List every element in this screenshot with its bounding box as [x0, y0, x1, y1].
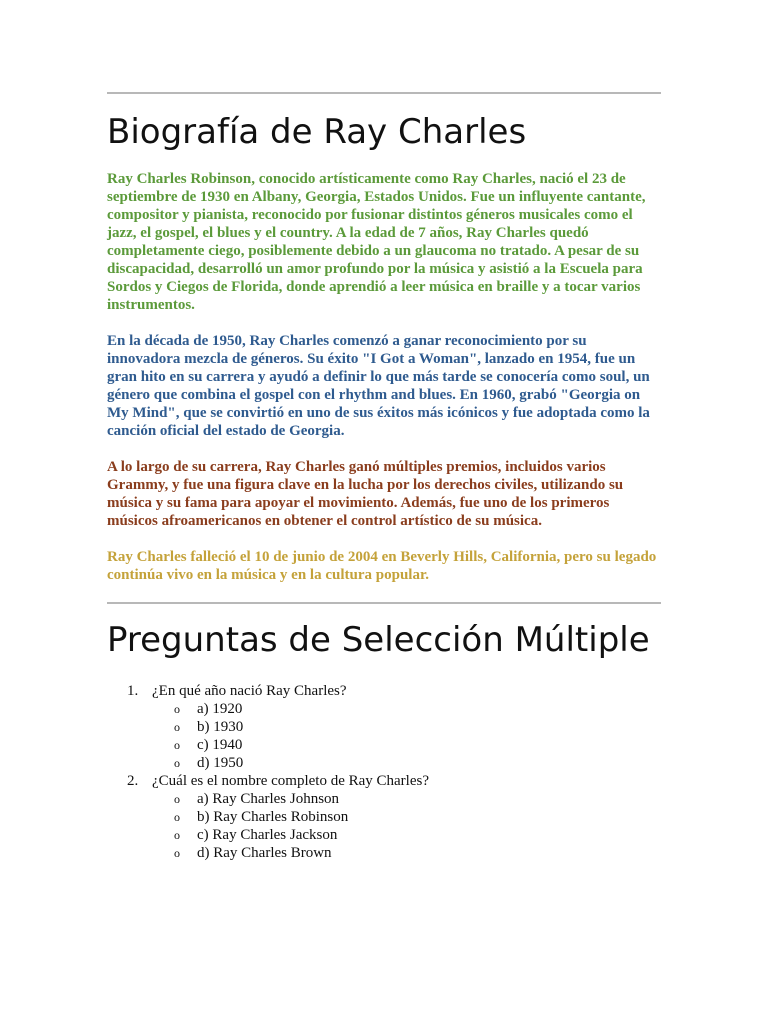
- option-list: [152, 790, 661, 862]
- question-item-2: [107, 772, 661, 862]
- biography-paragraph-4: Ray Charles falleció el 10 de junio de 2004 en Beverly Hills, California, pero su legado continúa vivo en la música y en la cultura popular.: [107, 549, 657, 583]
- option-label: b) Ray Charles Robinson: [197, 809, 349, 825]
- option-label: a) 1920: [197, 701, 243, 717]
- question-item-1: [107, 682, 661, 772]
- biography-paragraph-3: A lo largo de su carrera, Ray Charles ganó múltiples premios, incluidos varios Grammy, y fue una figura clave en la lucha por los derechos civiles, utilizando su música y su fama para apoyar el movimiento. Además, fue uno de los primeros músicos afroamericanos en obtener el control artístico de su música.: [107, 459, 624, 529]
- circle-bullet-icon: o: [174, 702, 180, 716]
- quiz-title: Preguntas de Selección Múltiple: [107, 620, 650, 660]
- option-label: b) 1930: [197, 719, 244, 735]
- circle-bullet-icon: o: [174, 738, 180, 752]
- option-label: a) Ray Charles Johnson: [197, 791, 340, 807]
- option-item: [152, 736, 661, 754]
- circle-bullet-icon: o: [174, 792, 180, 806]
- option-label: c) 1940: [197, 737, 243, 753]
- option-label: c) Ray Charles Jackson: [197, 827, 338, 843]
- circle-bullet-icon: o: [174, 846, 180, 860]
- option-label: d) Ray Charles Brown: [197, 845, 332, 861]
- question-text: ¿Cuál es el nombre completo de Ray Charles?: [152, 773, 429, 789]
- option-item: [152, 844, 661, 862]
- option-item: [152, 826, 661, 844]
- option-list: [152, 700, 661, 772]
- circle-bullet-icon: o: [174, 720, 180, 734]
- section-divider: [107, 602, 661, 604]
- question-list: [107, 682, 661, 862]
- option-item: [152, 718, 661, 736]
- biography-paragraph-2: En la década de 1950, Ray Charles comenzó a ganar reconocimiento por su innovadora mezcla de géneros. Su éxito "I Got a Woman", lanzado en 1954, fue un gran hito en su carrera y ayudó a definir lo que más tarde se conocería como soul, un género que combina el gospel con el rhythm and blues. En 1960, grabó "Georgia on My Mind", que se convirtió en uno de sus éxitos más icónicos y fue adoptada como la canción oficial del estado de Georgia.: [107, 333, 650, 439]
- question-number: 2.: [127, 773, 139, 789]
- option-item: [152, 808, 661, 826]
- top-divider: [107, 92, 661, 94]
- question-number: 1.: [127, 683, 139, 699]
- question-text: ¿En qué año nació Ray Charles?: [152, 683, 347, 699]
- option-label: d) 1950: [197, 755, 244, 771]
- circle-bullet-icon: o: [174, 810, 180, 824]
- circle-bullet-icon: o: [174, 828, 180, 842]
- option-item: [152, 754, 661, 772]
- option-item: [152, 790, 661, 808]
- biography-paragraph-1: Ray Charles Robinson, conocido artísticamente como Ray Charles, nació el 23 de septiembre de 1930 en Albany, Georgia, Estados Unidos. Fue un influyente cantante, compositor y pianista, reconocido por fusionar distintos géneros musicales como el jazz, el gospel, el blues y el country. A la edad de 7 años, Ray Charles quedó completamente ciego, posiblemente debido a un glaucoma no tratado. A pesar de su discapacidad, desarrolló un amor profundo por la música y asistió a la Escuela para Sordos y Ciegos de Florida, donde aprendió a leer música en braille y a tocar varios instrumentos.: [107, 171, 646, 313]
- circle-bullet-icon: o: [174, 756, 180, 770]
- biography-title: Biografía de Ray Charles: [107, 112, 527, 152]
- option-item: [152, 700, 661, 718]
